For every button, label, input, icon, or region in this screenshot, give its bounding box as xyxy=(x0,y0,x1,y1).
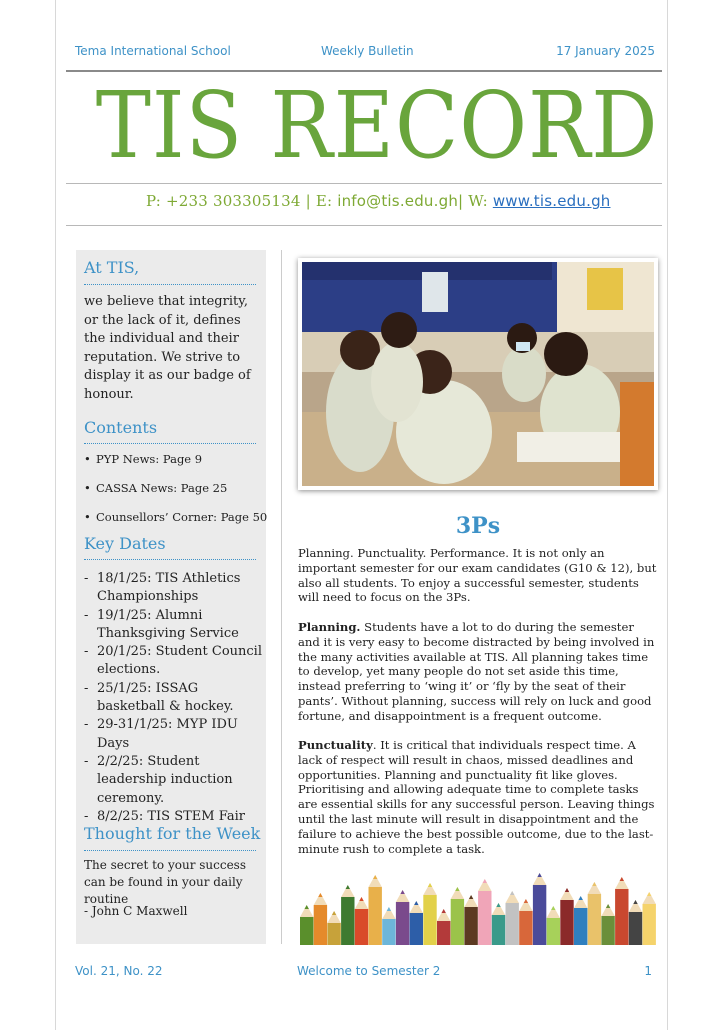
pencil-body xyxy=(314,905,327,945)
footer xyxy=(75,964,655,980)
pencil-body xyxy=(574,908,587,945)
contact-rule-top xyxy=(66,183,662,184)
pencil-lead xyxy=(524,899,528,903)
top-bar xyxy=(75,44,655,62)
contact-rule-bottom xyxy=(66,225,662,226)
pencil-body xyxy=(478,891,491,945)
pencil-body xyxy=(382,919,395,945)
masthead-title: TIS RECORD xyxy=(95,72,659,179)
pencil-body xyxy=(533,885,546,945)
key-date-item: - 25/1/25: ISSAG basketball & hockey. xyxy=(84,680,264,717)
pencil-body xyxy=(396,902,409,945)
pencil-body xyxy=(327,923,340,945)
article-title: 3Ps xyxy=(455,513,501,539)
pencil-lead xyxy=(373,875,377,879)
pencil-lead xyxy=(633,900,637,904)
pencil-lead xyxy=(551,906,555,910)
pencil-lead xyxy=(359,897,363,901)
pencil-body xyxy=(560,900,573,945)
contents-item[interactable]: • PYP News: Page 9 xyxy=(84,452,262,481)
key-dates-list xyxy=(84,570,264,826)
thought-quote: The secret to your success can be found in your daily routine xyxy=(84,858,246,906)
thought-heading: Thought for the Week xyxy=(84,824,261,843)
pencil-lead xyxy=(318,893,322,897)
punctuality-label: Punctuality xyxy=(298,738,373,752)
pencil-lead xyxy=(414,901,418,905)
website-link[interactable]: www.tis.edu.gh xyxy=(492,192,611,210)
pencil-lead xyxy=(510,891,514,895)
key-dates-divider xyxy=(84,559,256,560)
pencil-body xyxy=(369,887,382,945)
pencil-body xyxy=(601,916,614,945)
contents-divider xyxy=(84,443,256,444)
contents-heading: Contents xyxy=(84,418,158,437)
article-planning xyxy=(298,620,658,724)
pencil-lead xyxy=(620,877,624,881)
school-name: Tema International School xyxy=(75,44,231,58)
pencil-lead xyxy=(428,883,432,887)
bulletin-label: Weekly Bulletin xyxy=(321,44,414,58)
pencil-lead xyxy=(565,888,569,892)
classroom-photo-image xyxy=(302,262,654,486)
key-date-item: - 8/2/25: TIS STEM Fair xyxy=(84,808,264,826)
pencil-body xyxy=(423,895,436,945)
pencil-lead xyxy=(647,892,651,896)
column-divider xyxy=(281,250,282,944)
at-tis-divider xyxy=(84,284,256,285)
contents-item[interactable]: • Counsellors’ Corner: Page 50 xyxy=(84,510,262,539)
pencil-body xyxy=(341,897,354,945)
contact-separator: | xyxy=(305,192,311,210)
pencil-lead xyxy=(606,904,610,908)
pencil-body xyxy=(519,911,532,945)
pencil-lead xyxy=(483,879,487,883)
contact-email[interactable]: info@tis.edu.gh| xyxy=(337,192,464,210)
key-date-item: - 2/2/25: Student leadership induction ceremony. xyxy=(84,753,264,808)
pencil-lead xyxy=(592,882,596,886)
key-date-item: - 19/1/25: Alumni Thanksgiving Service xyxy=(84,607,264,644)
planning-text: Students have a lot to do during the semester and it is very easy to become distracted by being involved in the many activities available at TIS. All planning takes time to develop, yet many people do not set aside this time, instead preferring to ‘wing it’ or ‘fly by the seat of their pants’. Without planning, success will rely on luck and good fortune, and disappointment is a frequent outcome. xyxy=(298,620,655,723)
at-tis-heading: At TIS, xyxy=(84,258,140,277)
key-date-item: - 18/1/25: TIS Athletics Championships xyxy=(84,570,264,607)
pencil-lead xyxy=(442,909,446,913)
pencil-body xyxy=(588,894,601,945)
contents-list xyxy=(84,452,268,539)
pencil-lead xyxy=(332,911,336,915)
article-punctuality xyxy=(298,738,658,856)
contents-item[interactable]: • CASSA News: Page 25 xyxy=(84,481,262,510)
contact-web-label: W: xyxy=(468,192,488,210)
pencil-body xyxy=(492,915,505,945)
contact-phone: P: +233 303305134 xyxy=(146,192,301,210)
pencil-body xyxy=(464,907,477,945)
classroom-photo xyxy=(298,258,658,490)
pencil-lead xyxy=(537,873,541,877)
pencil-body xyxy=(547,918,560,945)
pencil-body xyxy=(643,904,656,945)
pencil-lead xyxy=(387,907,391,911)
pencil-lead xyxy=(579,896,583,900)
pencil-lead xyxy=(496,903,500,907)
pencil-body xyxy=(506,903,519,945)
punctuality-text: . It is critical that individuals respect time. A lack of respect will result in chaos, missed deadlines and opportunities. Planning and punctuality fit like gloves. Prioritising and allowing adequate time to complete tasks are essential skills for any successful person. Leaving things until the last minute will result in disappointment and the failure to achieve the best possible outcome, due to the last-minute rush to complete a task. xyxy=(298,738,655,856)
pencil-body xyxy=(451,899,464,945)
pencil-body xyxy=(410,913,423,945)
planning-label: Planning. xyxy=(298,620,361,634)
key-date-item: - 29-31/1/25: MYP IDU Days xyxy=(84,716,264,753)
pencil-lead xyxy=(455,887,459,891)
at-tis-text: we believe that integrity, or the lack of it, defines the individual and their reputation. We strive to display it as our badge of honour. xyxy=(84,294,251,402)
pencil-body xyxy=(629,912,642,945)
volume-number: Vol. 21, No. 22 xyxy=(75,964,163,978)
article-intro: Planning. Punctuality. Performance. It is not only an important semester for our exam candidates (G10 & 12), but also all students. To enjoy a successful semester, students will need to focus on the 3Ps. xyxy=(298,546,657,605)
thought-divider xyxy=(84,850,256,851)
thought-author: - John C Maxwell xyxy=(84,904,188,918)
pencil-body xyxy=(355,909,368,945)
pencil-body xyxy=(615,889,628,945)
coloured-pencils-illustration xyxy=(300,855,656,945)
pencil-body xyxy=(437,921,450,945)
contact-line xyxy=(146,192,611,210)
issue-date: 17 January 2025 xyxy=(556,44,655,58)
pencil-lead xyxy=(346,885,350,889)
pencil-lead xyxy=(305,905,309,909)
pencil-lead xyxy=(469,895,473,899)
key-date-item: - 20/1/25: Student Council elections. xyxy=(84,643,264,680)
contact-email-label: E: xyxy=(315,192,333,210)
pencil-lead xyxy=(400,890,404,894)
page-number: 1 xyxy=(644,964,652,978)
pencil-body xyxy=(300,917,313,945)
key-dates-heading: Key Dates xyxy=(84,534,166,553)
footer-theme: Welcome to Semester 2 xyxy=(297,964,441,978)
